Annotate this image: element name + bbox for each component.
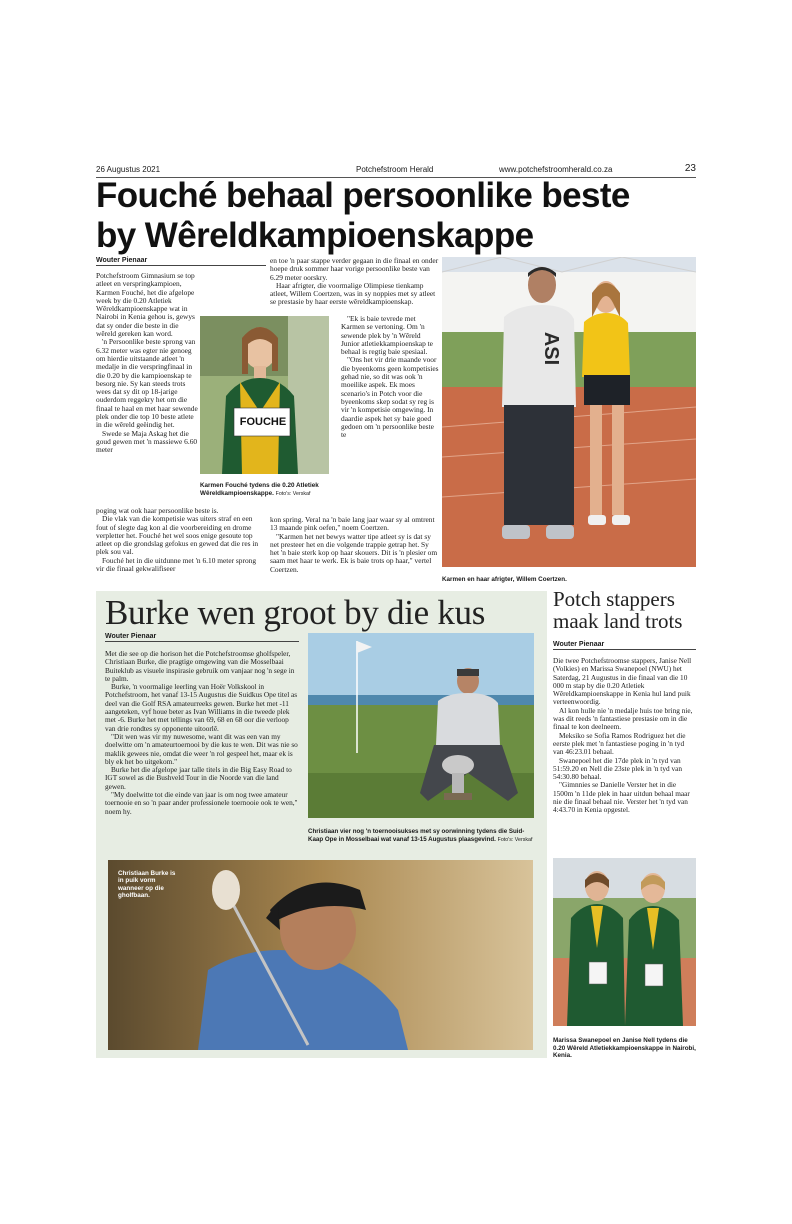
shirt-logo: ASI <box>540 331 563 366</box>
photo-credit: Foto's: Verskaf <box>275 490 311 497</box>
paragraph: "Ons het vir drie maande voor die byeenkoms geen kompetisies gehad nie, so dit was ook 'n moeilike aspek. Ek moes scenario's in Potch voor die byeenkoms skep sodat sy reg is vir 'n kompetisie omgewing. In daardie aspek het sy baie goed gedoen om 'n persoonlike beste te <box>341 355 439 440</box>
paragraph: "Karmen het net bewys watter tipe atleet sy is dat sy net presteer het en die volgende trappie getrap het. Sy het 'n baie sterk kop op haar skouers. Dit is 'n plesier om saam met haar te werk. Ek is baie trots op haar," vertel Coertzen. <box>270 531 438 574</box>
page-number: 23 <box>684 163 696 174</box>
caption-photo-b: Karmen en haar afrigter, Willem Coertzen. <box>442 576 567 583</box>
paragraph: 'n Persoonlike beste sprong van 6.32 meter was egter nie genoeg om hierdie uitstaande atleet 'n medalje in die verspringfinaal in die 0.20 by die kampioenskap te besorg nie. Sy kan steeds trots wees dat sy dit op 18-jarige ouderdom reggekry het om die finaal te haal en met haar sewende plek onder die top 10 beste atlete in die wêreld geëindig het. <box>96 337 198 430</box>
photo-burke-trophy <box>308 633 534 818</box>
photo-credit: Foto's: Verskaf <box>497 836 533 843</box>
photo-burke-swing <box>108 860 533 1050</box>
caption-text: Christiaan vier nog 'n toernooisukses met sy oorwinning tydens die Suid-Kaap Ope in Mosselbaai wat vanaf 13-15 Augustus plaasgevind. <box>308 828 525 843</box>
paragraph: Burke het die afgelope jaar talle titels in die Big Easy Road to IGT sowel as die Bushveld Tour in die Noorde van die land gewen. <box>105 765 292 791</box>
article1-column2-bottom <box>270 516 439 574</box>
paragraph: Swanepoel het die 17de plek in 'n tyd van 51:59.20 en Nell die 23ste plek in 'n tyd van 54:30.80 behaal. <box>553 755 682 782</box>
caption-photo-a <box>200 482 330 498</box>
paragraph: Potchefstroom Gimnasium se top atleet en verspringkampioen, Karmen Fouché, het die afgelope week by die 0.20 Atletiek Wêreldkampioenskappe wat in Nairobi in Kenia gehou is, gewys dat sy onder die beste in die wêreld gereken kan word. <box>96 271 195 339</box>
athlete-illustration <box>200 316 329 474</box>
article1-column2-narrow <box>341 315 439 439</box>
photo-walkers <box>553 858 696 1026</box>
headline-line-1: Fouché behaal persoonlike beste <box>96 176 630 215</box>
paragraph: Al kon hulle nie 'n medalje huis toe bring nie, was dit reeds 'n fantastiese prestasie om in die finaal te kon deelneem. <box>553 705 693 732</box>
paragraph: Fouché het in die uitdunne met 'n 6.10 meter sprong vir die finaal gekwalifiseer <box>96 555 257 574</box>
article2-body <box>105 650 301 816</box>
caption-photo-d: Christiaan Burke is in puik vorm wanneer op die gholfbaan. <box>118 870 176 900</box>
article1-column1-top <box>96 272 200 455</box>
article1-column1-bottom <box>96 507 266 573</box>
article3-body <box>553 657 696 815</box>
headline-line-1: Potch stappers <box>553 587 675 611</box>
issue-date: 26 Augustus 2021 <box>96 165 161 174</box>
paragraph: en toe 'n paar stappe verder gegaan in die finaal en onder hoepe druk sommer haar vorige persoonlike beste van 6.29 meter oorskry. <box>270 256 439 282</box>
paragraph: kon spring. Veral na 'n baie lang jaar waar sy al omtrent 13 maande pink oefen," noem Coertzen. <box>270 515 435 533</box>
paragraph: Haar afrigter, die voormalige Olimpiese tienkamp atleet, Willem Coertzen, was in sy noppies met sy atleet se prestasie by haar eerste wêreldkampioenskap. <box>270 280 436 307</box>
headline-fouche <box>96 176 701 256</box>
golfer-trophy-illustration <box>308 633 534 818</box>
byline-article3: Wouter Pienaar <box>553 641 696 650</box>
headline-line-2: by Wêreldkampioenskappe <box>96 216 534 255</box>
walkers-illustration <box>553 858 696 1026</box>
paragraph: Met die see op die horison het die Potchefstroomse gholfspeler, Christiaan Burke, die pragtige omgewing van die Mosselbaai Buiteklub as visuele inspirasie gebruik om vanjaar nog 'n sege in te palm. <box>105 649 295 683</box>
paragraph: "Dit wen was vir my nuwesome, want dit was een van my doelwitte om 'n amateurtoernooi by die kus te wen. Dit was nie so maklik gewees nie, omdat die weer 'n rol gespeel het, maar ek is bly ek het bo uitgekom." <box>105 731 298 766</box>
caption-photo-c <box>308 828 538 844</box>
paragraph: "My doelwitte tot die einde van jaar is om nog twee amateur toernooie en so 'n paar ander professionele toernooie ook te wen," noem hy. <box>105 790 298 816</box>
paragraph: Die vlak van die kompetisie was uiters straf en een fout of slegte dag kon al die voorbereiding en drome verpletter het. Fouché het wel soos enige gesoute top atleet op die grondslag gefokus en gewed dat die res in plek sou val. <box>96 514 259 557</box>
caption-text: Karmen Fouché tydens die 0.20 Atletiek Wêreldkampioenskappe. <box>200 482 319 497</box>
photo-karmen-coach <box>442 257 696 567</box>
paragraph: poging wat ook haar persoonlike beste is. <box>96 506 219 515</box>
race-bib: FOUCHE <box>239 416 287 428</box>
byline-article1: Wouter Pienaar <box>96 257 266 266</box>
caption-photo-e: Marissa Swanepoel en Janise Nell tydens die 0.20 Wêreld Atletiekkampioenskappe in Nairobi, Kenia. <box>553 1037 696 1060</box>
paragraph: "Gimnnies se Danielle Verster het in die 1500m 'n 11de plek in haar uitdun behaal maar nie die finaal behaal nie. Verster het 'n tyd van 4:43.70 in Kenia opgestel. <box>553 780 690 815</box>
paragraph: Die twee Potchefstroomse stappers, Janise Nell (Volkies) en Marissa Swanepoel (NWU) het Saterdag, 21 Augustus in die finaal van die 10 000 m stap by die 0.20 Atletiek Wêreldkampioenskappe in Kenia hul land puik verteenwoordig. <box>553 656 692 707</box>
paper-url[interactable]: www.potchefstroomherald.co.za <box>499 165 613 174</box>
headline-line-2: maak land trots <box>553 609 683 633</box>
coach-illustration <box>442 257 696 567</box>
paper-name: Potchefstroom Herald <box>356 165 434 174</box>
headline-burke: Burke wen groot by die kus <box>105 593 486 632</box>
byline-article2: Wouter Pienaar <box>105 633 299 642</box>
paragraph: Meksiko se Sofia Ramos Rodriguez het die eerste plek met 'n fantastiese poging in 'n tyd van 46:23.01 behaal. <box>553 730 686 757</box>
paragraph: Swede se Maja Askag het die goud gewen met 'n massiewe 6.60 meter <box>96 428 198 455</box>
photo-karmen-portrait <box>200 316 329 474</box>
paragraph: Burke, 'n voormalige leerling van Hoër Volkskool in Potchefstroom, het vanaf 13-15 Augustus die Suidkus Ope titel as deel van die Golf RSA amateurreeks gewen. Burke het met -11 aangeteken, vyf houe beter as Ivan Williams in die tweede plek met -6. Burke het met tellings van 69, 68 en 68 oor die verloop van drie rondtes sy opponente uitoorlê. <box>105 682 298 733</box>
article1-column2-top-wide <box>270 257 439 317</box>
paragraph: "Ek is baie tevrede met Karmen se vertoning. Om 'n sewende plek by 'n Wêreld Junior atletiekkampioenskap te behaal is regtig baie spesiaal. <box>341 314 433 357</box>
headline-stappers <box>553 588 703 632</box>
